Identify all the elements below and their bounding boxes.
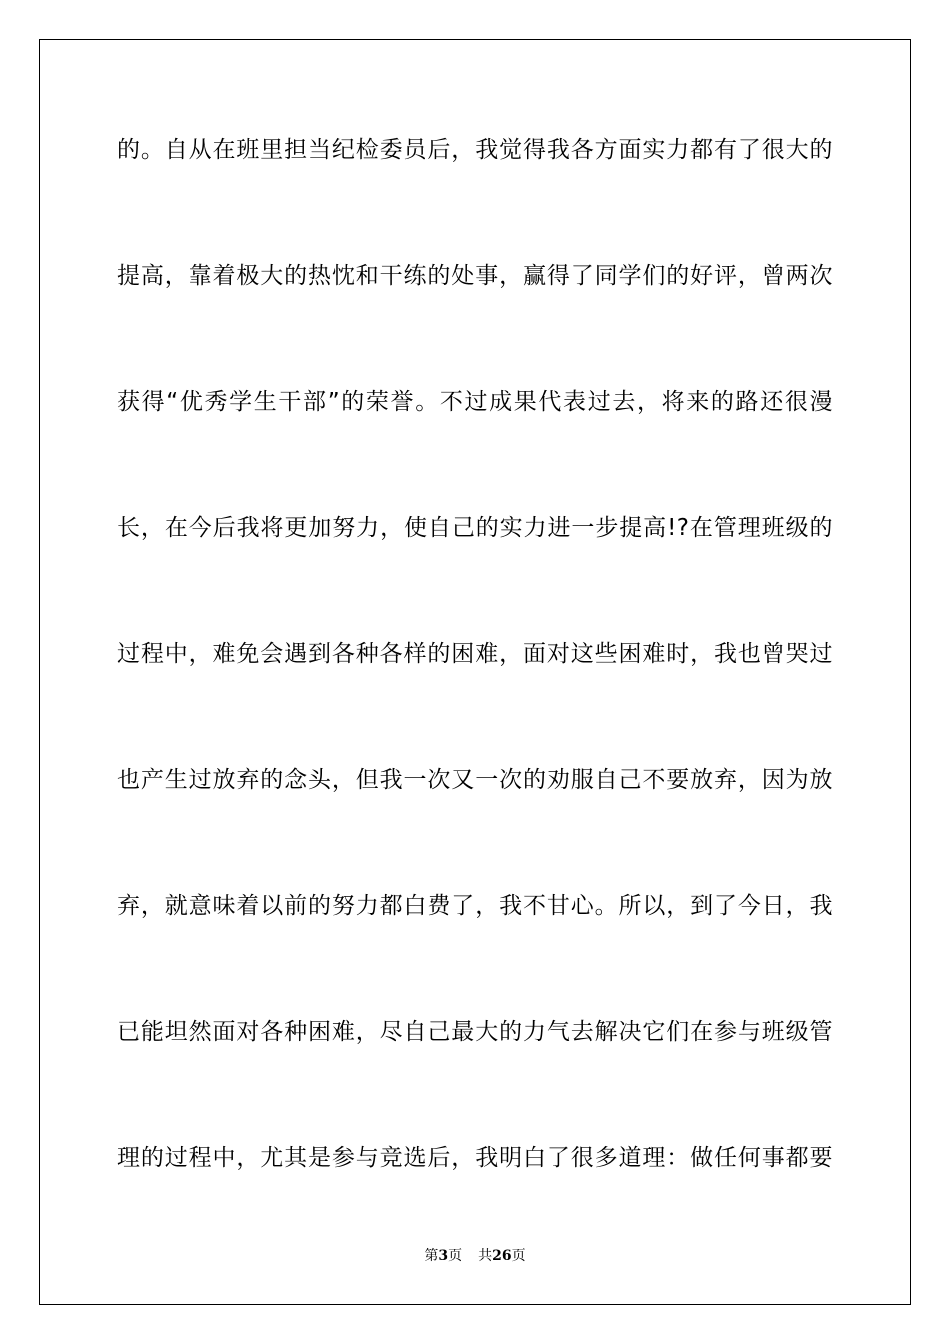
text-line-8: 已能坦然面对各种困难，尽自己最大的力气去解决它们在参与班级管 <box>117 1019 833 1045</box>
text-line-3: 获得“优秀学生干部”的荣誉。不过成果代表过去，将来的路还很漫 <box>117 389 833 415</box>
page-number: 3 <box>438 1248 449 1264</box>
text-line-4: 长，在今后我将更加努力，使自己的实力进一步提高!?在管理班级的 <box>117 515 833 541</box>
text-line-9: 理的过程中，尤其是参与竞选后，我明白了很多道理：做任何事都要 <box>117 1145 833 1171</box>
text-line-2: 提高，靠着极大的热忱和干练的处事，赢得了同学们的好评，曾两次 <box>117 263 833 289</box>
page-footer <box>0 1245 950 1265</box>
page-suffix: 页 <box>448 1248 463 1264</box>
text-line-5: 过程中，难免会遇到各种各样的困难，面对这些困难时，我也曾哭过 <box>117 641 833 667</box>
total-prefix: 共 <box>478 1248 493 1264</box>
text-line-7: 弃，就意味着以前的努力都白费了，我不甘心。所以，到了今日，我 <box>117 893 833 919</box>
text-line-6: 也产生过放弃的念头，但我一次又一次的劝服自己不要放弃，因为放 <box>117 767 833 793</box>
text-line-1: 的。自从在班里担当纪检委员后，我觉得我各方面实力都有了很大的 <box>117 137 833 163</box>
total-pages: 26 <box>492 1248 512 1264</box>
total-suffix: 页 <box>511 1248 526 1264</box>
page-border <box>39 39 911 1305</box>
page-prefix: 第 <box>424 1248 439 1264</box>
